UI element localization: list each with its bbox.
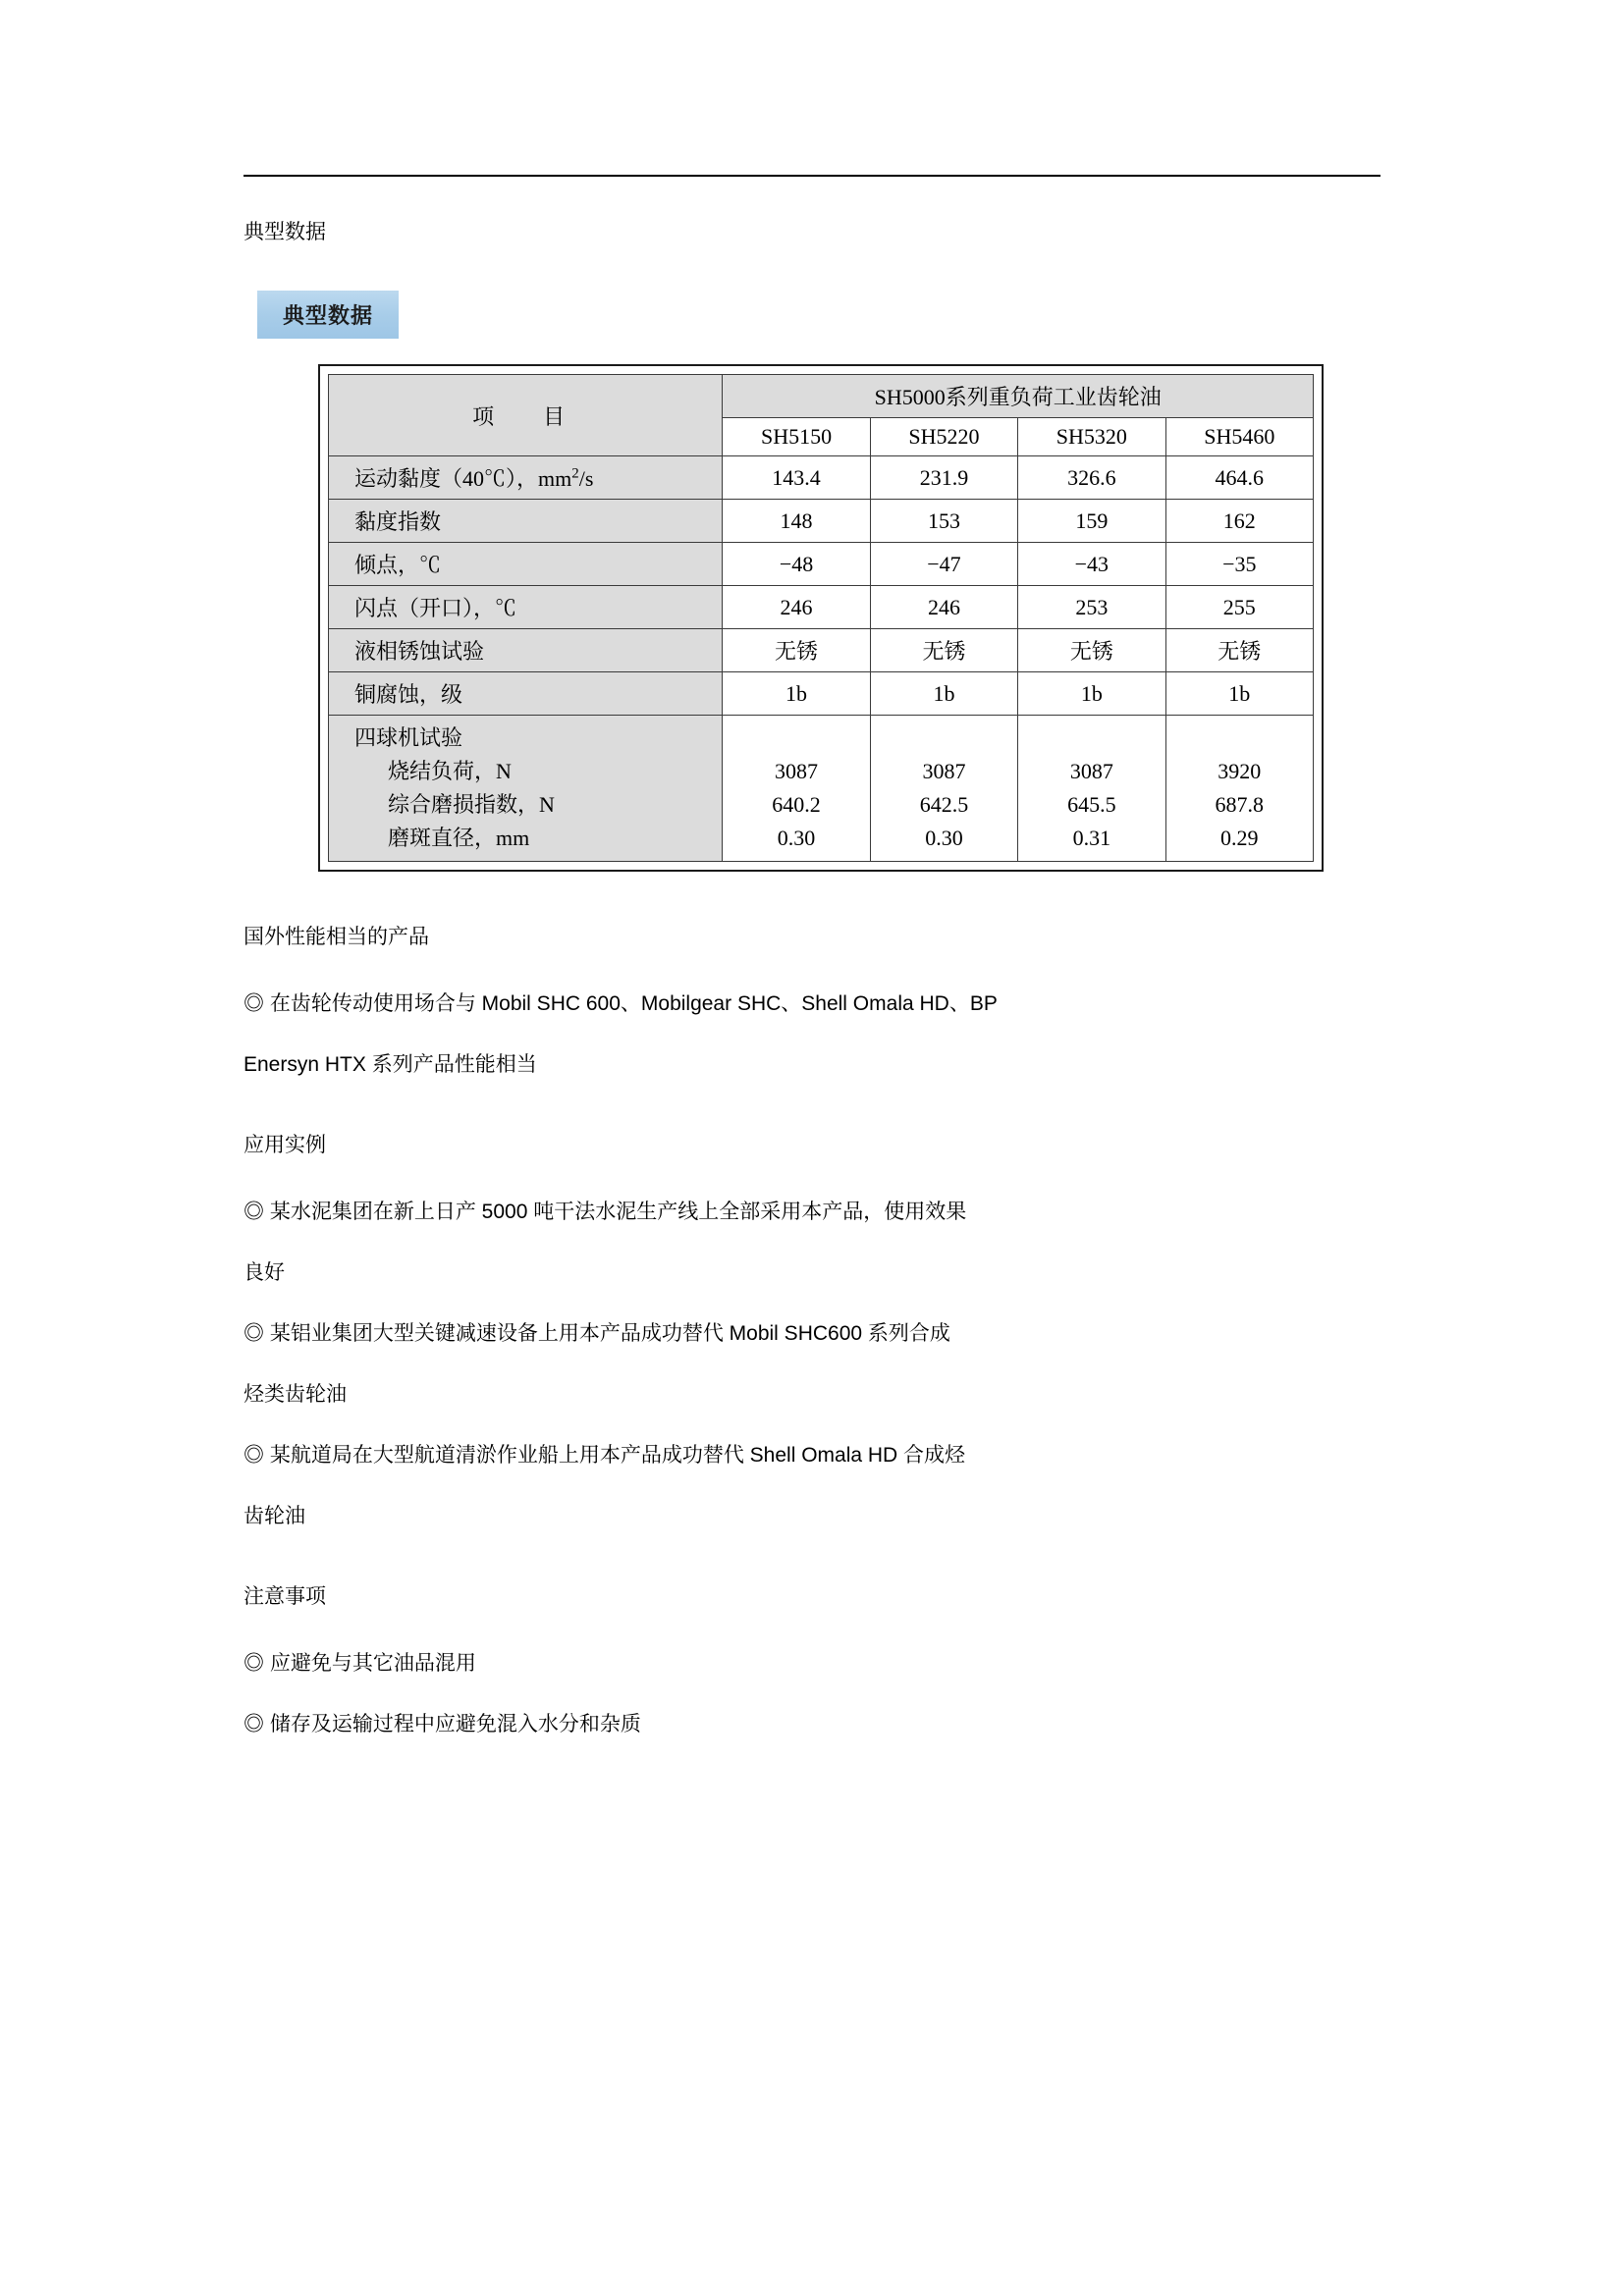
four-ball-value-column [1165,716,1313,862]
four-ball-sub-label: 烧结负荷，N [388,759,512,783]
row-value: 326.6 [1018,456,1165,500]
row-value: 无锈 [1165,629,1313,672]
row-label-copper-corrosion: 铜腐蚀，级 [329,672,723,716]
table-column-header: SH5320 [1018,418,1165,456]
row-value: 无锈 [723,629,870,672]
row-value: 无锈 [1018,629,1165,672]
table-column-header: SH5460 [1165,418,1313,456]
row-value: 255 [1165,586,1313,629]
table-row [329,543,1314,586]
section-badge-wrapper [257,291,1382,339]
page-heading: 典型数据 [244,221,326,243]
row-value: 0.30 [777,826,816,850]
row-value: 0.29 [1220,826,1259,850]
paragraph: Enersyn HTX 系列产品性能相当 [244,1053,537,1076]
row-value: 无锈 [870,629,1017,672]
row-label-flash-point: 闪点（开口），℃ [329,586,723,629]
row-label-four-ball-test [329,716,723,862]
row-value: 642.5 [919,792,969,817]
table-row [329,672,1314,716]
paragraph: ◎ 某航道局在大型航道清淤作业船上用本产品成功替代 Shell Omala HD 合成烃 [244,1444,966,1467]
row-value: −48 [723,543,870,586]
row-value: 159 [1018,500,1165,543]
row-value: 231.9 [870,456,1017,500]
section-title-applications: 应用实例 [244,1134,326,1156]
typical-data-table [328,374,1314,862]
table-header-row [329,375,1314,418]
row-value: 687.8 [1215,792,1265,817]
document-content [244,218,1382,1739]
table-row-four-ball [329,716,1314,862]
row-value: 253 [1018,586,1165,629]
paragraph: ◎ 某水泥集团在新上日产 5000 吨干法水泥生产线上全部采用本产品，使用效果 [244,1201,967,1223]
row-value: 1b [1165,672,1313,716]
table-row [329,586,1314,629]
paragraph: ◎ 某铝业集团大型关键减速设备上用本产品成功替代 Mobil SHC600 系列合成 [244,1322,950,1345]
row-value: −47 [870,543,1017,586]
table-column-header: SH5220 [870,418,1017,456]
row-value: 148 [723,500,870,543]
row-value: 162 [1165,500,1313,543]
paragraph: 烃类齿轮油 [244,1383,347,1406]
table-column-header: SH5150 [723,418,870,456]
paragraph: ◎ 应避免与其它油品混用 [244,1652,476,1675]
typical-data-table-container [318,364,1324,872]
row-value: 1b [723,672,870,716]
section-title-equivalent-products: 国外性能相当的产品 [244,926,429,948]
row-value: 3087 [775,759,819,783]
typical-data-badge: 典型数据 [257,291,401,339]
four-ball-title: 四球机试验 [354,725,463,750]
row-value: −43 [1018,543,1165,586]
four-ball-value-column [870,716,1017,862]
row-value: 1b [870,672,1017,716]
table-group-header: SH5000系列重负荷工业齿轮油 [723,375,1314,418]
row-value: 645.5 [1067,792,1116,817]
paragraph: ◎ 储存及运输过程中应避免混入水分和杂质 [244,1713,641,1735]
four-ball-value-column [723,716,870,862]
row-label-rust-test: 液相锈蚀试验 [329,629,723,672]
row-value: −35 [1165,543,1313,586]
row-value: 143.4 [723,456,870,500]
section-title-precautions: 注意事项 [244,1585,326,1608]
row-value: 1b [1018,672,1165,716]
header-divider [244,175,1380,177]
row-value: 640.2 [772,792,821,817]
table-row [329,456,1314,500]
paragraph: 齿轮油 [244,1505,305,1527]
row-value: 0.31 [1072,826,1111,850]
row-value: 3087 [922,759,966,783]
row-label-pour-point: 倾点，℃ [329,543,723,586]
paragraph: ◎ 在齿轮传动使用场合与 Mobil SHC 600、Mobilgear SHC、Shell Omala HD、BP [244,992,998,1015]
row-value: 153 [870,500,1017,543]
table-row [329,500,1314,543]
row-value: 3920 [1218,759,1262,783]
four-ball-sub-label: 综合磨损指数，N [388,792,555,817]
row-value: 0.30 [925,826,963,850]
row-value: 246 [870,586,1017,629]
row-value: 3087 [1069,759,1113,783]
table-item-header: 项 目 [329,375,723,456]
paragraph: 良好 [244,1261,285,1284]
row-value: 464.6 [1165,456,1313,500]
row-label-viscosity-index: 黏度指数 [329,500,723,543]
four-ball-value-column [1018,716,1165,862]
four-ball-sub-label: 磨斑直径，mm [388,826,530,850]
row-value: 246 [723,586,870,629]
table-row [329,629,1314,672]
row-label-viscosity: 运动黏度（40℃），$mm^2/s$ [329,456,723,500]
